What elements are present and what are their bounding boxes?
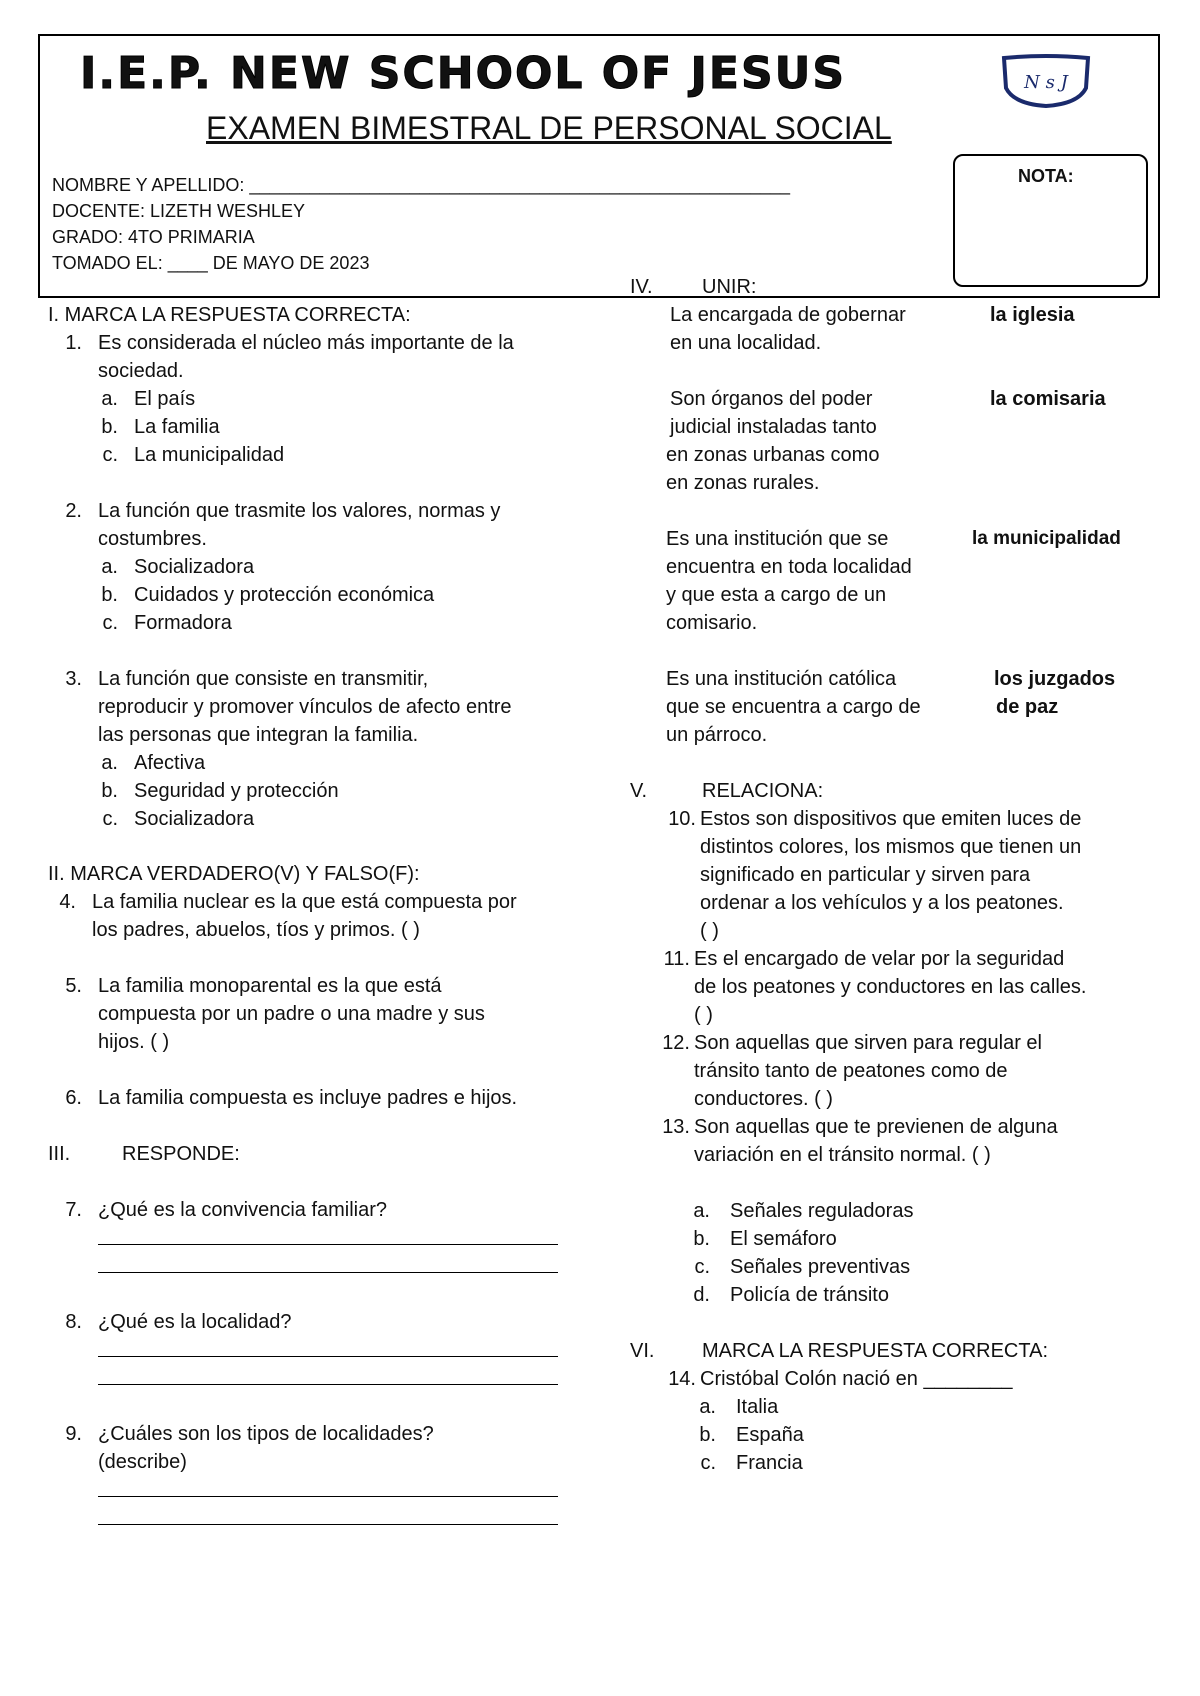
answer-line[interactable] <box>98 1524 558 1525</box>
q3-number: 3. <box>65 668 82 690</box>
q9-number: 9. <box>65 1423 82 1445</box>
match-right-4[interactable]: de paz <box>996 696 1059 718</box>
match-right-3[interactable]: la municipalidad <box>972 528 1121 549</box>
q1-text: sociedad. <box>98 360 184 382</box>
q12-text: tránsito tanto de peatones como de <box>694 1060 1008 1082</box>
q1-text: Es considerada el núcleo más importante de la <box>98 332 514 354</box>
option-letter: a. <box>101 388 118 410</box>
option-letter: c. <box>694 1256 710 1278</box>
q10-text: ordenar a los vehículos y a los peatones. <box>700 892 1064 914</box>
svg-text:N s J: N s J <box>1024 72 1068 93</box>
q12-text[interactable]: conductores. ( ) <box>694 1088 833 1110</box>
exam-title: EXAMEN BIMESTRAL DE PERSONAL SOCIAL <box>206 110 892 146</box>
match-left-2: en zonas rurales. <box>666 472 820 494</box>
school-name: I.E.P. NEW SCHOOL OF JESUS <box>80 48 847 99</box>
option-letter: b. <box>101 584 118 606</box>
q5-text: compuesta por un padre o una madre y sus <box>98 1003 485 1025</box>
grade-label: NOTA: <box>1018 166 1074 186</box>
match-left-3: y que esta a cargo de un <box>666 584 887 606</box>
answer-line[interactable] <box>98 1244 558 1245</box>
q1-option[interactable]: La municipalidad <box>134 444 285 466</box>
q10-text: Estos son dispositivos que emiten luces de <box>700 808 1082 830</box>
q2-option[interactable]: Socializadora <box>134 556 255 578</box>
q7-text: ¿Qué es la convivencia familiar? <box>98 1199 388 1221</box>
match-right-4[interactable]: los juzgados <box>994 668 1116 690</box>
section5-option: El semáforo <box>730 1228 837 1250</box>
q14-option[interactable]: Italia <box>736 1396 779 1418</box>
match-left-3: Es una institución que se <box>666 528 889 550</box>
option-letter: a. <box>101 752 118 774</box>
match-left-2: en zonas urbanas como <box>666 444 880 466</box>
answer-line[interactable] <box>98 1356 558 1357</box>
q2-number: 2. <box>65 500 82 522</box>
match-left-1: en una localidad. <box>670 332 822 354</box>
q13-text[interactable]: variación en el tránsito normal. ( ) <box>694 1144 991 1166</box>
section4-title: UNIR: <box>702 276 757 298</box>
q11-text: Es el encargado de velar por la seguridad <box>694 948 1065 970</box>
match-left-2: judicial instaladas tanto <box>670 416 877 438</box>
option-letter: a. <box>693 1200 710 1222</box>
option-letter: b. <box>699 1424 716 1446</box>
answer-line[interactable] <box>98 1272 558 1273</box>
q14-number: 14. <box>668 1368 696 1390</box>
date-line: TOMADO EL: ____ DE MAYO DE 2023 <box>52 253 370 273</box>
q11-answer-blank[interactable]: ( ) <box>694 1004 713 1026</box>
q13-number: 13. <box>662 1116 690 1138</box>
grade-line: GRADO: 4TO PRIMARIA <box>52 227 255 247</box>
q1-option[interactable]: La familia <box>134 416 220 438</box>
section6-roman: VI. <box>630 1340 655 1362</box>
answer-line[interactable] <box>98 1496 558 1497</box>
q2-text: costumbres. <box>98 528 207 550</box>
q9-text: ¿Cuáles son los tipos de localidades? <box>98 1423 434 1445</box>
q6-text: La familia compuesta es incluye padres e hijos. <box>98 1087 518 1109</box>
section5-option: Policía de tránsito <box>730 1284 889 1306</box>
match-left-2: Son órganos del poder <box>670 388 873 410</box>
section5-title: RELACIONA: <box>702 780 824 802</box>
match-right-1[interactable]: la iglesia <box>990 304 1075 326</box>
option-letter: c. <box>102 808 118 830</box>
q9-text: (describe) <box>98 1451 187 1473</box>
section5-option: Señales reguladoras <box>730 1200 914 1222</box>
q3-text: La función que consiste en transmitir, <box>98 668 429 690</box>
section5-roman: V. <box>630 780 648 802</box>
section4-roman: IV. <box>630 276 653 298</box>
option-letter: b. <box>693 1228 710 1250</box>
match-right-2[interactable]: la comisaria <box>990 388 1106 410</box>
q3-option[interactable]: Seguridad y protección <box>134 780 339 802</box>
match-left-3: comisario. <box>666 612 758 634</box>
option-letter: c. <box>102 612 118 634</box>
teacher-line: DOCENTE: LIZETH WESHLEY <box>52 201 306 221</box>
q13-text: Son aquellas que te previenen de alguna <box>694 1116 1058 1138</box>
school-logo <box>1000 54 1092 108</box>
q5-text[interactable]: hijos. ( ) <box>98 1031 170 1053</box>
name-field[interactable]: NOMBRE Y APELLIDO: ______________________________________________________ <box>52 175 790 195</box>
q8-number: 8. <box>65 1311 82 1333</box>
q14-option[interactable]: Francia <box>736 1452 803 1474</box>
q5-text: La familia monoparental es la que está <box>98 975 442 997</box>
q14-option[interactable]: España <box>736 1424 804 1446</box>
option-letter: b. <box>101 780 118 802</box>
option-letter: d. <box>693 1284 710 1306</box>
q11-text: de los peatones y conductores en las calles. <box>694 976 1087 998</box>
q3-text: las personas que integran la familia. <box>98 724 419 746</box>
q3-option[interactable]: Socializadora <box>134 808 255 830</box>
section3-roman: III. <box>48 1143 71 1165</box>
q10-answer-blank[interactable]: ( ) <box>700 920 719 942</box>
option-letter: c. <box>700 1452 716 1474</box>
q10-text: distintos colores, los mismos que tienen un <box>700 836 1082 858</box>
answer-line[interactable] <box>98 1384 558 1385</box>
q1-option[interactable]: El país <box>134 388 196 410</box>
section5-option: Señales preventivas <box>730 1256 911 1278</box>
q8-text: ¿Qué es la localidad? <box>98 1311 292 1333</box>
q10-text: significado en particular y sirven para <box>700 864 1031 886</box>
match-left-4: un párroco. <box>666 724 768 746</box>
option-letter: a. <box>101 556 118 578</box>
q3-text: reproducir y promover vínculos de afecto entre <box>98 696 512 718</box>
q10-number: 10. <box>668 808 696 830</box>
section2-title: II. MARCA VERDADERO(V) Y FALSO(F): <box>48 863 420 885</box>
q2-option[interactable]: Formadora <box>134 612 232 634</box>
match-left-3: encuentra en toda localidad <box>666 556 912 578</box>
q2-text: La función que trasmite los valores, normas y <box>98 500 501 522</box>
q5-number: 5. <box>65 975 82 997</box>
match-left-1: La encargada de gobernar <box>670 304 906 326</box>
section6-title: MARCA LA RESPUESTA CORRECTA: <box>702 1340 1049 1362</box>
q12-number: 12. <box>662 1032 690 1054</box>
option-letter: a. <box>699 1396 716 1418</box>
q3-option[interactable]: Afectiva <box>134 752 206 774</box>
q14-text[interactable]: Cristóbal Colón nació en ________ <box>700 1368 1013 1390</box>
q4-text: La familia nuclear es la que está compuesta por <box>92 891 517 913</box>
q1-number: 1. <box>65 332 82 354</box>
section1-title: I. MARCA LA RESPUESTA CORRECTA: <box>48 304 411 326</box>
q11-number: 11. <box>663 948 690 970</box>
option-letter: c. <box>102 444 118 466</box>
option-letter: b. <box>101 416 118 438</box>
q2-option[interactable]: Cuidados y protección económica <box>134 584 435 606</box>
q4-number: 4. <box>59 891 76 913</box>
match-left-4: Es una institución católica <box>666 668 897 690</box>
q6-number: 6. <box>65 1087 82 1109</box>
q4-text[interactable]: los padres, abuelos, tíos y primos. ( ) <box>92 919 420 941</box>
match-left-4: que se encuentra a cargo de <box>666 696 921 718</box>
q12-text: Son aquellas que sirven para regular el <box>694 1032 1042 1054</box>
section3-title: RESPONDE: <box>122 1143 240 1165</box>
q7-number: 7. <box>65 1199 82 1221</box>
